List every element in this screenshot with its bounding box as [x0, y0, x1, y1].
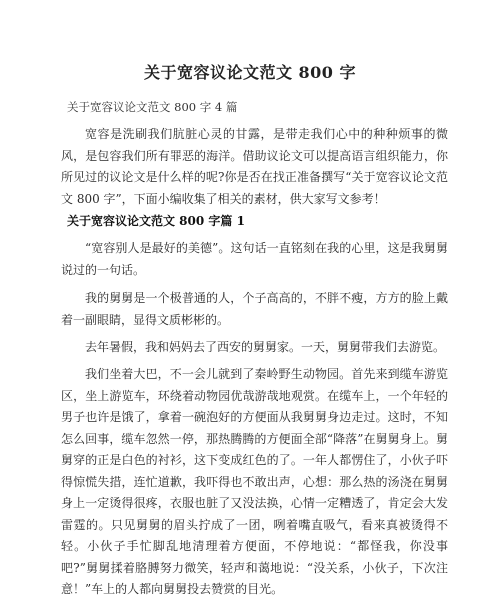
section-heading: 关于宽容议论文范文 800 字篇 1	[67, 214, 245, 228]
paragraph-1: “宽容别人是最好的美德”。这句话一直铭刻在我的心里，这是我舅舅说过的一句话。	[61, 241, 448, 277]
document-title: 关于宽容议论文范文 800 字	[143, 63, 357, 82]
intro-paragraph: 宽容是洗刷我们肮脏心灵的甘露，是带走我们心中的种种烦事的微风，是包容我们所有罪恶的海洋。借助议论文可以提高语言组织能力，你所见过的议论文是什么样的呢?你是否在找正准备撰写“关于宽容议论文范文 800 字”，下面小编收集了相关的素材，供大家写文参考！	[61, 127, 448, 206]
paragraph-4: 我们坐着大巴，不一会儿就到了秦岭野生动物园。首先来到缆车游览区，坐上游览车，环绕着动物园优哉游哉地观赏。在缆车上，一个年轻的男子也许是饿了，拿着一碗泡好的方便面从我舅舅身边走过。这时，不知怎么回事，缆车忽然一停，那热腾腾的方便面全部“降落”在舅舅身上。舅舅穿的正是白色的衬衫，这下变成红色的了。一年人都愣住了，小伙子吓得惊慌失措，连忙道歉，我吓得也不敢出声，心想：那么热的汤浇在舅舅身上一定烫得很疼，衣服也脏了又没法换，心情一定糟透了，肯定会大发雷霆的。只见舅舅的眉头拧成了一团，咧着嘴直吸气，看来真被烫得不轻。小伙子手忙脚乱地清理着方便面，不停地说：“都怪我，你没事吧?”舅舅揉着胳膊努力微笑，轻声和蔼地说：“没关系，小伙子，下次注意！”车上的人都向舅舅投去赞赏的目光。	[61, 367, 448, 596]
paragraph-2: 我的舅舅是一个极普通的人，个子高高的，不胖不瘦，方方的脸上戴着一副眼睛，显得文质彬彬的。	[61, 291, 448, 327]
document-subtitle: 关于宽容议论文范文 800 字 4 篇	[67, 100, 238, 114]
paragraph-3: 去年暑假，我和妈妈去了西安的舅舅家。一天，舅舅带我们去游览。	[85, 340, 446, 354]
